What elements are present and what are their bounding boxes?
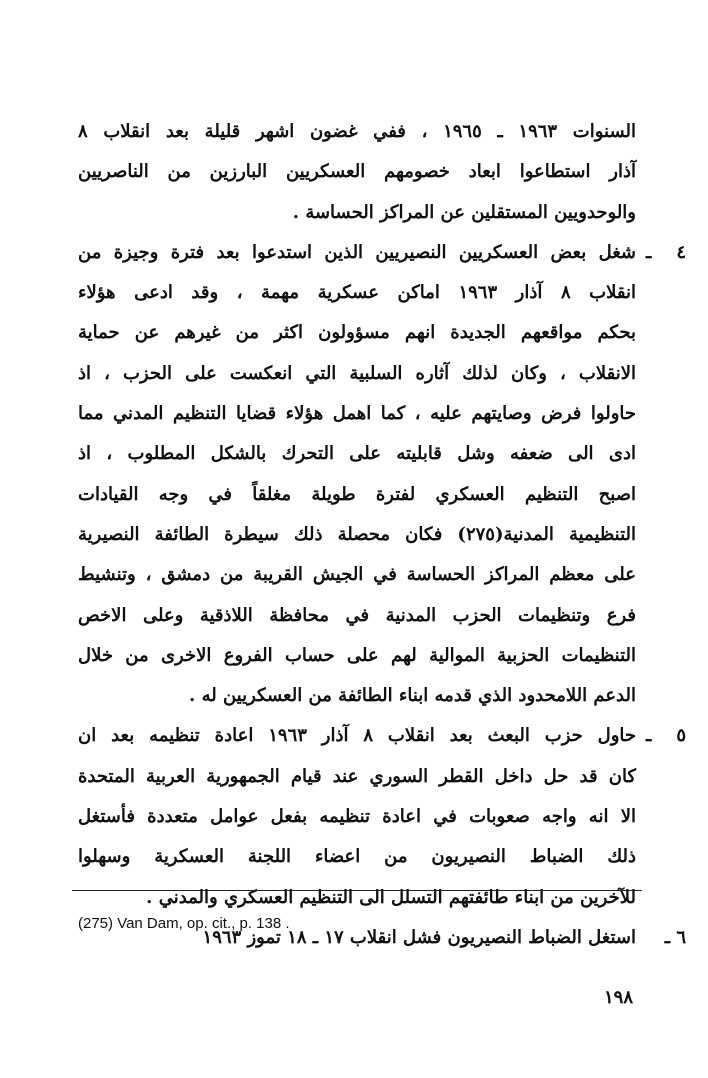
item-first-line: [78, 233, 686, 273]
text-line: للآخرين من ابناء طائفتهم التسلل الى التنظيم العسكري والمدني .: [146, 886, 636, 908]
text-line: السنوات ١٩٦٣ ـ ١٩٦٥ ، ففي غضون اشهر قليلة بعد انقلاب ٨: [78, 121, 636, 142]
text-line: التنظيمية المدنية(٢٧٥) فكان محصلة ذلك سيطرة الطائفة النصيرية: [78, 523, 636, 545]
item-first-line: [78, 716, 686, 756]
text-line: التنظيمات الحزبية الموالية لهم على حساب الفروع الاخرى من خلال: [78, 644, 636, 666]
paragraph-continuation: [78, 112, 636, 233]
text-line: اصبح التنظيم العسكري لفترة طويلة مغلقاً في وجه القيادات: [78, 483, 636, 505]
text-line: الدعم اللامحدود الذي قدمه ابناء الطائفة من العسكريين له .: [189, 685, 636, 707]
body-text: [78, 112, 686, 958]
item-number: ٤ ـ: [646, 241, 686, 263]
footnote: (275) Van Dam, op. cit., p. 138 .: [78, 915, 290, 932]
text-line: حاول حزب البعث بعد انقلاب ٨ آذار ١٩٦٣ اعادة تنظيمه بعد ان: [78, 725, 637, 747]
text-line: انقلاب ٨ آذار ١٩٦٣ اماكن عسكرية مهمة ، وقد ادعى هؤلاء: [78, 282, 636, 304]
text-line: على معظم المراكز الحساسة في الجيش القريبة من دمشق ، وتنشيط: [78, 564, 636, 586]
text-line: شغل بعض العسكريين النصيريين الذين استدعوا بعد فترة وجيزة من: [78, 241, 636, 263]
text-line: ادى الى ضعفه وشل قابليته على التحرك بالشكل المطلوب ، اذ: [78, 443, 636, 465]
numbered-item-5: [78, 716, 686, 917]
text-line: فرع وتنظيمات الحزب المدنية في محافظة اللاذقية وعلى الاخص: [78, 604, 636, 626]
text-line: بحكم مواقعهم الجديدة انهم مسؤولون اكثر من غيرهم عن حماية: [78, 322, 636, 344]
numbered-item-4: [78, 233, 686, 717]
text-line: آذار استطاعوا ابعاد خصومهم العسكريين البارزين من الناصريين: [78, 161, 636, 183]
text-line: والوحدويين المستقلين عن المراكز الحساسة .: [292, 201, 636, 223]
item-number: ٥ ـ: [646, 725, 686, 747]
text-line: ذلك الضباط النصيريون من اعضاء اللجنة العسكرية وسهلوا: [78, 846, 636, 868]
item-number: ٦ ـ: [664, 926, 686, 948]
text-line: استغل الضباط النصيريون فشل انقلاب ١٧ ـ ١٨ تموز ١٩٦٣: [202, 926, 636, 948]
page-number: ١٩٨: [604, 987, 634, 1008]
text-line: الانقلاب ، وكان لذلك آثاره السلبية التي انعكست على الحزب ، اذ: [78, 362, 636, 384]
text-line: الا انه واجه صعوبات في اعادة تنظيمه بفعل عوامل متعددة فأستغل: [78, 806, 636, 828]
footnote-divider: [72, 890, 642, 891]
text-line: حاولوا فرض وصايتهم عليه ، كما اهمل هؤلاء قضايا التنظيم المدني مما: [78, 403, 636, 425]
text-line: كان قد حل داخل القطر السوري عند قيام الجمهورية العربية المتحدة: [78, 765, 636, 787]
